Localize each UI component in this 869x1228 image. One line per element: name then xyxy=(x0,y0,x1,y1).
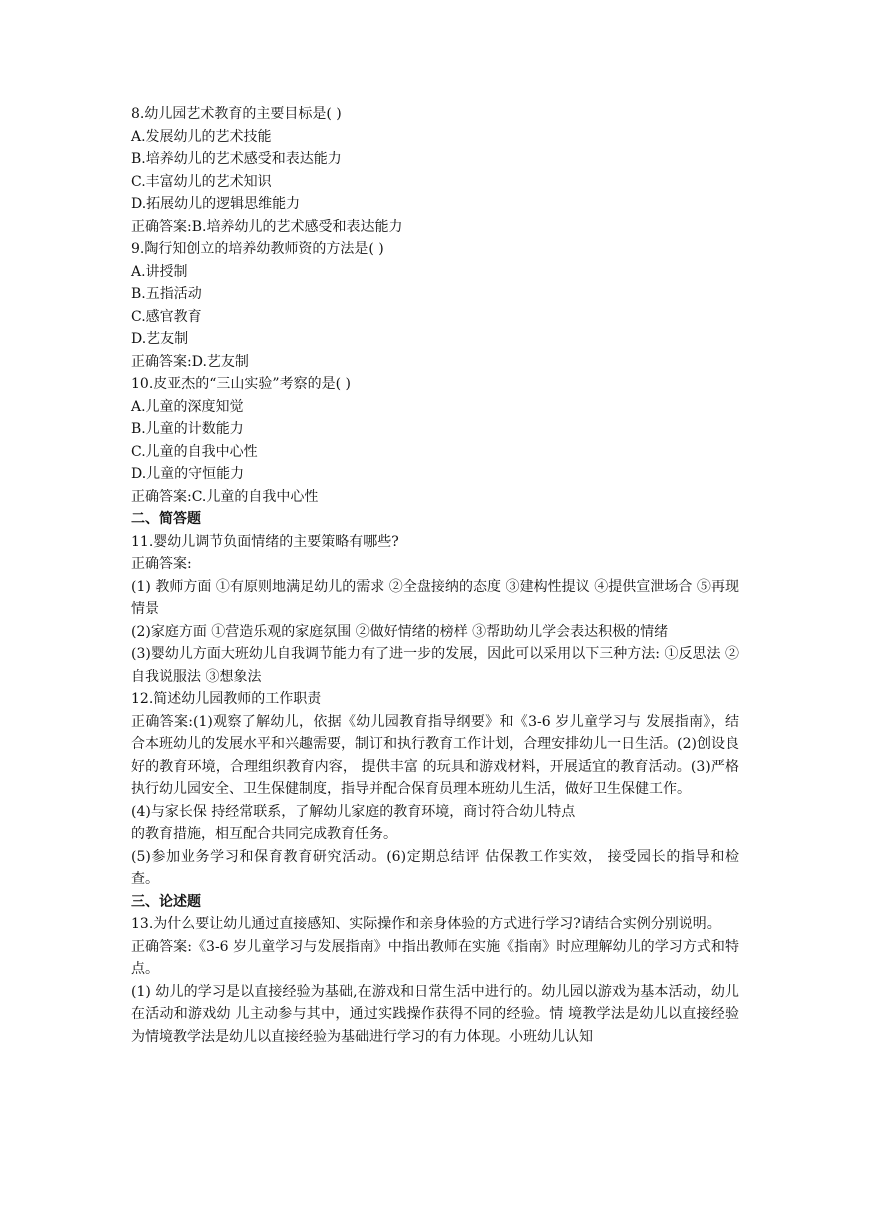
question-12 xyxy=(131,688,739,891)
answer-11-point-1: (1) 教师方面 ①有原则地满足幼儿的需求 ②全盘接纳的态度 ③建构性提议 ④提供宣泄场合 ⑤再现情景 xyxy=(131,578,739,617)
option-b: B.五指活动 xyxy=(131,286,202,302)
question-12-text: 12.简述幼儿园教师的工作职责 xyxy=(131,691,322,707)
answer-11-label: 正确答案: xyxy=(131,556,192,572)
question-11-text: 11.婴幼儿调节负面情绪的主要策略有哪些? xyxy=(131,533,399,550)
option-b: B.培养幼儿的艺术感受和表达能力 xyxy=(131,151,342,167)
section-heading-short-answer: 二、简答题 xyxy=(131,511,201,527)
option-a: A.讲授制 xyxy=(131,263,188,280)
answer-13-intro: 正确答案:《3-6 岁儿童学习与发展指南》中指出教师在实施《指南》时应理解幼儿的学习方式和特点。 xyxy=(131,938,739,977)
document-page xyxy=(131,103,739,1048)
option-b: B.儿童的计数能力 xyxy=(131,421,244,437)
question-9-text: 9.陶行知创立的培养幼教师资的方法是( ) xyxy=(131,241,384,257)
option-a: A.儿童的深度知觉 xyxy=(131,398,244,415)
question-8-text: 8.幼儿园艺术教育的主要目标是( ) xyxy=(131,106,342,122)
answer-9: 正确答案:D.艺友制 xyxy=(131,353,249,370)
option-d: D.艺友制 xyxy=(131,331,189,347)
option-c: C.儿童的自我中心性 xyxy=(131,443,258,460)
answer-12-point-4b: 的教育措施，相互配合共同完成教育任务。 xyxy=(131,826,397,842)
answer-10: 正确答案:C.儿童的自我中心性 xyxy=(131,488,319,505)
option-c: C.丰富幼儿的艺术知识 xyxy=(131,173,272,190)
question-8 xyxy=(131,103,739,238)
section-heading-essay: 三、论述题 xyxy=(131,893,201,910)
answer-12-point-4a: (4)与家长保 持经常联系，了解幼儿家庭的教育环境，商讨符合幼儿特点 xyxy=(131,803,576,820)
option-a: A.发展幼儿的艺术技能 xyxy=(131,128,272,145)
question-11 xyxy=(131,531,739,689)
answer-11-point-2: (2)家庭方面 ①营造乐观的家庭氛围 ②做好情绪的榜样 ③帮助幼儿学会表达积极的情绪 xyxy=(131,623,669,640)
answer-11-point-3: (3)婴幼儿方面大班幼儿自我调节能力有了进一步的发展，因此可以采用以下三种方法: ①反思法 ②自我说服法 ③想象法 xyxy=(131,646,739,685)
question-9 xyxy=(131,238,739,373)
question-13 xyxy=(131,913,739,1048)
answer-12-point-5: (5)参加业务学习和保育教育研究活动。(6)定期总结评 估保教工作实效， 接受园长的指导和检查。 xyxy=(131,848,739,887)
question-10 xyxy=(131,373,739,508)
option-d: D.儿童的守恒能力 xyxy=(131,466,245,482)
answer-13-point-1: (1) 幼儿的学习是以直接经验为基础,在游戏和日常生活中进行的。幼儿园以游戏为基本活动，幼儿在活动和游戏幼 儿主动参与其中，通过实践操作获得不同的经验。情 境教学法是幼儿以直接经验为情境教学法是幼儿以直接经验为基础进行学习的有力体现。小班幼儿认知 xyxy=(131,983,739,1045)
question-10-text: 10.皮亚杰的“三山实验”考察的是( ) xyxy=(131,376,351,392)
answer-12-main: 正确答案:(1)观察了解幼儿，依据《幼儿园教育指导纲要》和《3-6 岁儿童学习与 发展指南》，结合本班幼儿的发展水平和兴趣需要，制订和执行教育工作计划，合理安排幼儿一日生活。(2)创设良好的教育环境，合理组织教育内容， 提供丰富 的玩具和游戏材料，开展适宜的教育活动。(3)严格执行幼儿园安全、卫生保健制度，指导并配合保育员理本班幼儿生活，做好卫生保健工作。 xyxy=(131,713,739,797)
answer-8: 正确答案:B.培养幼儿的艺术感受和表达能力 xyxy=(131,218,403,235)
option-c: C.感官教育 xyxy=(131,308,202,325)
question-13-text: 13.为什么要让幼儿通过直接感知、实际操作和亲身体验的方式进行学习?请结合实例分别说明。 xyxy=(131,916,721,932)
option-d: D.拓展幼儿的逻辑思维能力 xyxy=(131,196,301,212)
